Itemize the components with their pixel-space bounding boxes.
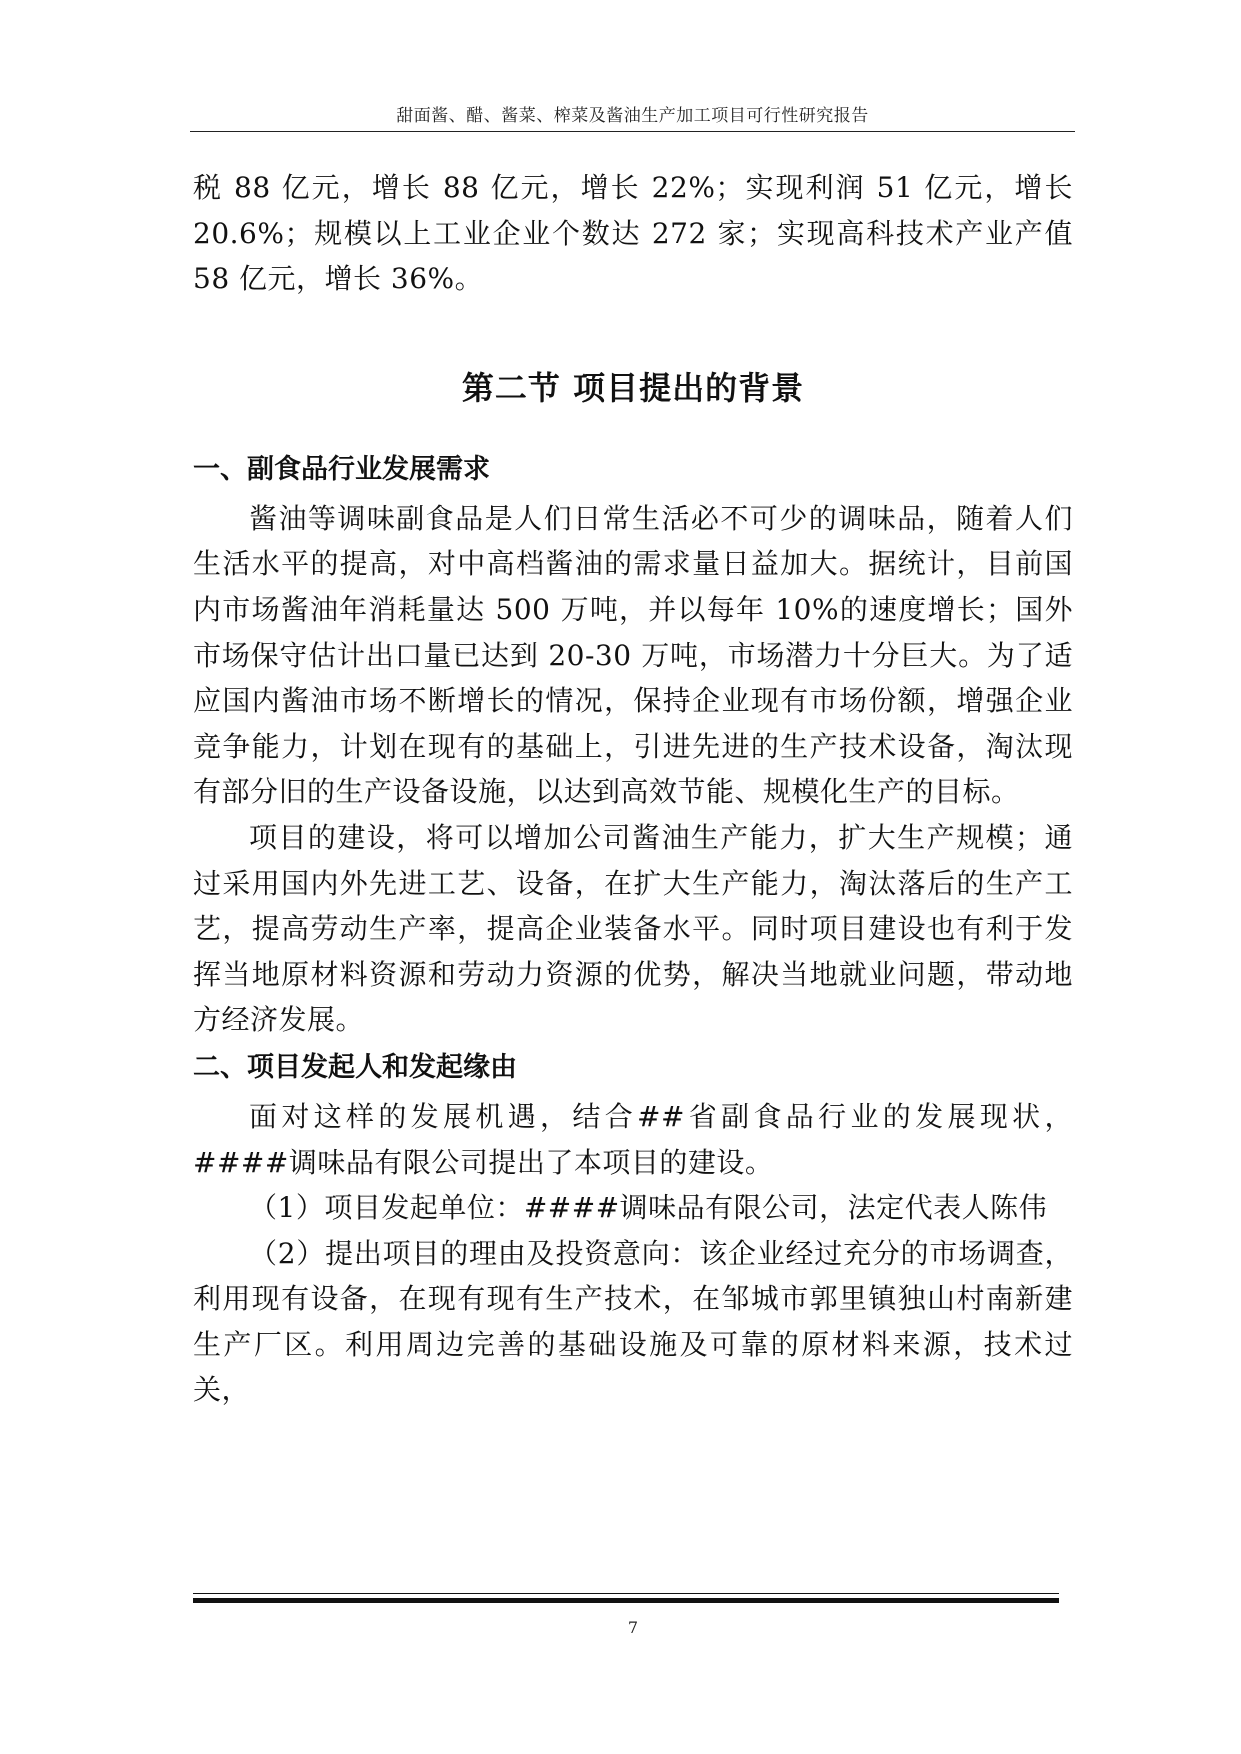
section-title: 第二节 项目提出的背景 <box>461 368 805 407</box>
page-content <box>193 165 1073 1413</box>
intro-paragraph: 税 88 亿元，增长 88 亿元，增长 22%；实现利润 51 亿元，增长 20.6%；规模以上工业企业个数达 272 家；实现高科技术产业产值 58 亿元，增长 36%。 <box>193 171 1073 296</box>
footer-divider-thin <box>193 1593 1059 1594</box>
body-paragraph: 酱油等调味副食品是人们日常生活必不可少的调味品，随着人们生活水平的提高，对中高档酱油的需求量日益加大。据统计，目前国内市场酱油年消耗量达 500 万吨，并以每年 10%的速度增长；国外市场保守估计出口量已达到 20-30 万吨，市场潜力十分巨大。为了适应国内酱油市场不断增长的情况，保持企业现有市场份额，增强企业竞争能力，计划在现有的基础上，引进先进的生产技术设备，淘汰现有部分旧的生产设备设施，以达到高效节能、规模化生产的目标。 <box>193 501 1073 809</box>
page-number: 7 <box>627 1618 639 1637</box>
list-item: （2）提出项目的理由及投资意向：该企业经过充分的市场调查，利用现有设备，在现有现有生产技术，在邹城市郭里镇独山村南新建生产厂区。利用周边完善的基础设施及可靠的原材料来源，技术过关， <box>193 1236 1073 1407</box>
list-item: （1）项目发起单位：####调味品有限公司，法定代表人陈伟 <box>249 1191 1048 1225</box>
header-divider <box>190 131 1075 132</box>
body-paragraph: 面对这样的发展机遇，结合##省副食品行业的发展现状，####调味品有限公司提出了本项目的建设。 <box>193 1099 1073 1179</box>
body-paragraph: 项目的建设，将可以增加公司酱油生产能力，扩大生产规模；通过采用国内外先进工艺、设备，在扩大生产能力，淘汰落后的生产工艺，提高劳动生产率，提高企业装备水平。同时项目建设也有利于发挥当地原材料资源和劳动力资源的优势，解决当地就业问题，带动地方经济发展。 <box>193 820 1073 1037</box>
subsection-heading-1: 一、副食品行业发展需求 <box>193 453 490 485</box>
running-header: 甜面酱、醋、酱菜、榨菜及酱油生产加工项目可行性研究报告 <box>396 106 869 126</box>
subsection-heading-2: 二、项目发起人和发起缘由 <box>193 1051 517 1083</box>
footer-divider-thick <box>193 1598 1059 1603</box>
